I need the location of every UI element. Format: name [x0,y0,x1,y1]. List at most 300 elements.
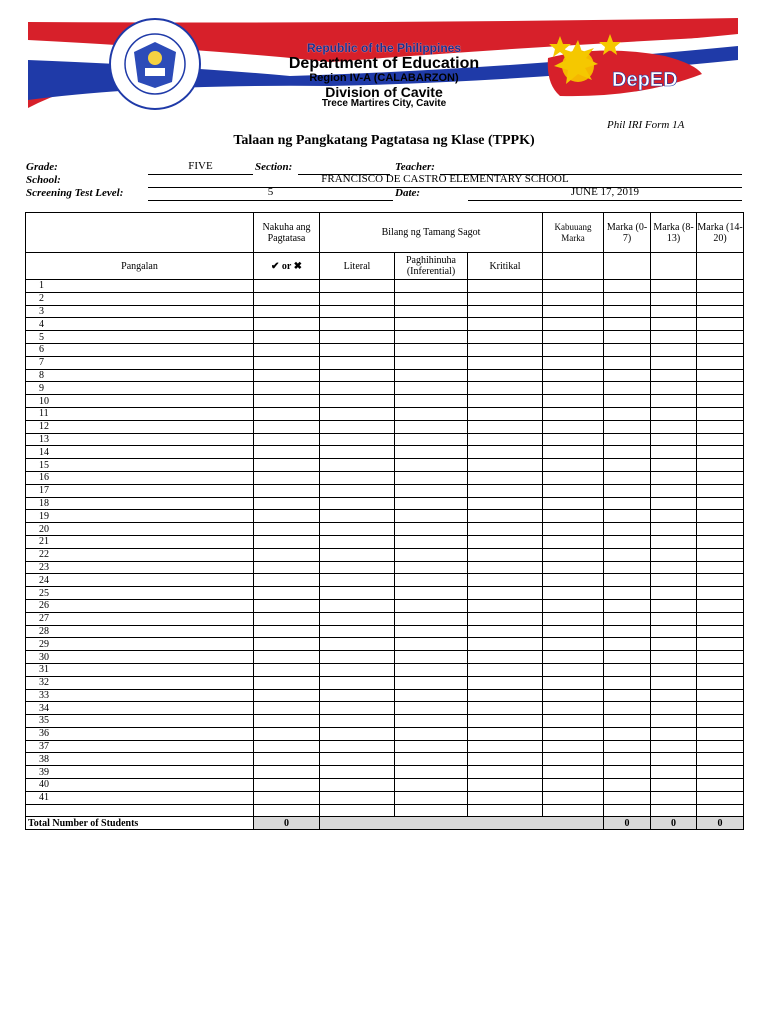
score-cell[interactable] [697,433,744,446]
score-cell[interactable] [697,420,744,433]
score-cell[interactable] [651,407,697,420]
student-name-cell[interactable]: 21 [26,535,254,548]
student-name-cell[interactable]: 32 [26,676,254,689]
score-cell[interactable] [320,484,395,497]
score-cell[interactable] [543,676,604,689]
score-cell[interactable] [320,459,395,472]
score-cell[interactable] [604,484,651,497]
student-name-cell[interactable]: 1 [26,280,254,293]
student-name-cell[interactable]: 26 [26,599,254,612]
score-cell[interactable] [651,740,697,753]
score-cell[interactable] [604,689,651,702]
score-cell[interactable] [468,369,543,382]
score-cell[interactable] [468,523,543,536]
score-cell[interactable] [254,510,320,523]
student-name-cell[interactable] [26,804,254,817]
score-cell[interactable] [651,369,697,382]
score-cell[interactable] [604,331,651,344]
score-cell[interactable] [254,574,320,587]
score-cell[interactable] [697,727,744,740]
score-cell[interactable] [604,638,651,651]
score-cell[interactable] [651,587,697,600]
score-cell[interactable] [395,638,468,651]
score-cell[interactable] [697,663,744,676]
score-cell[interactable] [468,331,543,344]
score-cell[interactable] [604,715,651,728]
score-cell[interactable] [320,510,395,523]
score-cell[interactable] [651,561,697,574]
score-cell[interactable] [651,356,697,369]
score-cell[interactable] [697,280,744,293]
student-name-cell[interactable]: 24 [26,574,254,587]
score-cell[interactable] [697,574,744,587]
score-cell[interactable] [697,561,744,574]
score-cell[interactable] [254,471,320,484]
score-cell[interactable] [651,292,697,305]
score-cell[interactable] [543,791,604,804]
score-cell[interactable] [651,382,697,395]
score-cell[interactable] [651,689,697,702]
score-cell[interactable] [604,651,651,664]
score-cell[interactable] [320,740,395,753]
score-cell[interactable] [604,395,651,408]
score-cell[interactable] [468,625,543,638]
score-cell[interactable] [604,305,651,318]
score-cell[interactable] [254,459,320,472]
score-cell[interactable] [468,766,543,779]
score-cell[interactable] [320,433,395,446]
score-cell[interactable] [697,484,744,497]
score-cell[interactable] [320,625,395,638]
score-cell[interactable] [604,292,651,305]
score-cell[interactable] [395,561,468,574]
score-cell[interactable] [604,446,651,459]
score-cell[interactable] [697,651,744,664]
score-cell[interactable] [543,510,604,523]
student-name-cell[interactable]: 7 [26,356,254,369]
score-cell[interactable] [395,331,468,344]
score-cell[interactable] [395,382,468,395]
score-cell[interactable] [468,727,543,740]
score-cell[interactable] [254,535,320,548]
score-cell[interactable] [604,561,651,574]
score-cell[interactable] [395,651,468,664]
score-cell[interactable] [468,356,543,369]
score-cell[interactable] [395,702,468,715]
student-name-cell[interactable]: 15 [26,459,254,472]
score-cell[interactable] [543,420,604,433]
score-cell[interactable] [395,612,468,625]
score-cell[interactable] [395,395,468,408]
score-cell[interactable] [543,561,604,574]
score-cell[interactable] [697,407,744,420]
score-cell[interactable] [604,574,651,587]
school-field[interactable]: FRANCISCO DE CASTRO ELEMENTARY SCHOOL [321,173,569,185]
score-cell[interactable] [320,331,395,344]
score-cell[interactable] [468,612,543,625]
score-cell[interactable] [395,574,468,587]
score-cell[interactable] [543,727,604,740]
student-name-cell[interactable]: 6 [26,343,254,356]
score-cell[interactable] [604,766,651,779]
score-cell[interactable] [543,343,604,356]
score-cell[interactable] [395,715,468,728]
score-cell[interactable] [468,484,543,497]
score-cell[interactable] [697,804,744,817]
score-cell[interactable] [254,651,320,664]
score-cell[interactable] [254,318,320,331]
score-cell[interactable] [254,561,320,574]
score-cell[interactable] [254,280,320,293]
score-cell[interactable] [697,382,744,395]
score-cell[interactable] [254,395,320,408]
score-cell[interactable] [395,663,468,676]
student-name-cell[interactable]: 17 [26,484,254,497]
score-cell[interactable] [651,625,697,638]
score-cell[interactable] [543,625,604,638]
student-name-cell[interactable]: 36 [26,727,254,740]
score-cell[interactable] [543,523,604,536]
student-name-cell[interactable]: 18 [26,497,254,510]
score-cell[interactable] [395,548,468,561]
screening-level-field[interactable]: 5 [267,186,274,198]
score-cell[interactable] [697,497,744,510]
score-cell[interactable] [395,356,468,369]
score-cell[interactable] [320,561,395,574]
score-cell[interactable] [697,587,744,600]
score-cell[interactable] [254,779,320,792]
grade-field[interactable]: FIVE [188,160,213,172]
student-name-cell[interactable]: 8 [26,369,254,382]
score-cell[interactable] [604,280,651,293]
score-cell[interactable] [543,292,604,305]
score-cell[interactable] [604,779,651,792]
score-cell[interactable] [697,292,744,305]
score-cell[interactable] [468,292,543,305]
score-cell[interactable] [651,395,697,408]
student-name-cell[interactable]: 12 [26,420,254,433]
score-cell[interactable] [543,702,604,715]
score-cell[interactable] [320,574,395,587]
score-cell[interactable] [543,638,604,651]
score-cell[interactable] [468,702,543,715]
score-cell[interactable] [651,727,697,740]
score-cell[interactable] [254,753,320,766]
score-cell[interactable] [543,395,604,408]
score-cell[interactable] [468,689,543,702]
score-cell[interactable] [320,676,395,689]
date-field[interactable]: JUNE 17, 2019 [570,186,640,198]
score-cell[interactable] [320,356,395,369]
score-cell[interactable] [651,753,697,766]
score-cell[interactable] [395,689,468,702]
score-cell[interactable] [395,535,468,548]
score-cell[interactable] [604,510,651,523]
score-cell[interactable] [320,612,395,625]
score-cell[interactable] [651,280,697,293]
score-cell[interactable] [395,471,468,484]
score-cell[interactable] [697,612,744,625]
score-cell[interactable] [651,497,697,510]
student-name-cell[interactable]: 38 [26,753,254,766]
score-cell[interactable] [320,753,395,766]
score-cell[interactable] [254,446,320,459]
score-cell[interactable] [254,599,320,612]
score-cell[interactable] [651,433,697,446]
score-cell[interactable] [604,702,651,715]
score-cell[interactable] [651,612,697,625]
student-name-cell[interactable]: 40 [26,779,254,792]
score-cell[interactable] [651,523,697,536]
score-cell[interactable] [604,740,651,753]
score-cell[interactable] [651,343,697,356]
score-cell[interactable] [651,548,697,561]
score-cell[interactable] [254,407,320,420]
score-cell[interactable] [395,727,468,740]
score-cell[interactable] [468,651,543,664]
score-cell[interactable] [468,382,543,395]
score-cell[interactable] [697,779,744,792]
score-cell[interactable] [254,331,320,344]
score-cell[interactable] [320,446,395,459]
score-cell[interactable] [468,663,543,676]
score-cell[interactable] [543,715,604,728]
score-cell[interactable] [651,510,697,523]
score-cell[interactable] [254,702,320,715]
score-cell[interactable] [697,369,744,382]
score-cell[interactable] [604,459,651,472]
score-cell[interactable] [543,574,604,587]
score-cell[interactable] [651,663,697,676]
score-cell[interactable] [604,612,651,625]
score-cell[interactable] [320,305,395,318]
score-cell[interactable] [468,676,543,689]
score-cell[interactable] [697,331,744,344]
score-cell[interactable] [320,804,395,817]
score-cell[interactable] [697,599,744,612]
score-cell[interactable] [254,625,320,638]
score-cell[interactable] [468,510,543,523]
score-cell[interactable] [543,651,604,664]
score-cell[interactable] [468,343,543,356]
score-cell[interactable] [468,407,543,420]
score-cell[interactable] [395,407,468,420]
score-cell[interactable] [395,459,468,472]
score-cell[interactable] [543,587,604,600]
score-cell[interactable] [697,535,744,548]
score-cell[interactable] [697,523,744,536]
score-cell[interactable] [320,292,395,305]
score-cell[interactable] [651,305,697,318]
score-cell[interactable] [254,497,320,510]
score-cell[interactable] [254,676,320,689]
score-cell[interactable] [651,420,697,433]
score-cell[interactable] [254,689,320,702]
score-cell[interactable] [320,791,395,804]
score-cell[interactable] [651,676,697,689]
score-cell[interactable] [320,638,395,651]
score-cell[interactable] [543,318,604,331]
score-cell[interactable] [254,484,320,497]
score-cell[interactable] [395,446,468,459]
score-cell[interactable] [651,318,697,331]
score-cell[interactable] [543,369,604,382]
student-name-cell[interactable]: 37 [26,740,254,753]
score-cell[interactable] [320,535,395,548]
score-cell[interactable] [651,535,697,548]
score-cell[interactable] [395,369,468,382]
score-cell[interactable] [604,753,651,766]
score-cell[interactable] [254,740,320,753]
score-cell[interactable] [395,305,468,318]
score-cell[interactable] [468,561,543,574]
score-cell[interactable] [651,715,697,728]
score-cell[interactable] [543,535,604,548]
score-cell[interactable] [604,343,651,356]
score-cell[interactable] [651,484,697,497]
score-cell[interactable] [697,356,744,369]
score-cell[interactable] [543,446,604,459]
score-cell[interactable] [604,548,651,561]
score-cell[interactable] [395,804,468,817]
score-cell[interactable] [395,318,468,331]
score-cell[interactable] [468,305,543,318]
score-cell[interactable] [468,433,543,446]
score-cell[interactable] [651,446,697,459]
score-cell[interactable] [254,420,320,433]
student-name-cell[interactable]: 28 [26,625,254,638]
score-cell[interactable] [697,471,744,484]
score-cell[interactable] [697,510,744,523]
score-cell[interactable] [254,612,320,625]
score-cell[interactable] [697,305,744,318]
score-cell[interactable] [320,727,395,740]
score-cell[interactable] [320,766,395,779]
score-cell[interactable] [651,702,697,715]
score-cell[interactable] [254,343,320,356]
score-cell[interactable] [254,369,320,382]
score-cell[interactable] [697,689,744,702]
score-cell[interactable] [697,459,744,472]
score-cell[interactable] [604,676,651,689]
score-cell[interactable] [543,433,604,446]
score-cell[interactable] [651,638,697,651]
student-name-cell[interactable]: 23 [26,561,254,574]
student-name-cell[interactable]: 14 [26,446,254,459]
score-cell[interactable] [697,740,744,753]
score-cell[interactable] [604,382,651,395]
score-cell[interactable] [320,523,395,536]
score-cell[interactable] [697,791,744,804]
score-cell[interactable] [543,753,604,766]
score-cell[interactable] [468,804,543,817]
score-cell[interactable] [395,523,468,536]
student-name-cell[interactable]: 22 [26,548,254,561]
score-cell[interactable] [697,395,744,408]
score-cell[interactable] [604,599,651,612]
score-cell[interactable] [543,689,604,702]
score-cell[interactable] [697,753,744,766]
score-cell[interactable] [651,779,697,792]
score-cell[interactable] [543,804,604,817]
score-cell[interactable] [468,587,543,600]
score-cell[interactable] [395,510,468,523]
score-cell[interactable] [543,766,604,779]
score-cell[interactable] [254,663,320,676]
score-cell[interactable] [604,587,651,600]
score-cell[interactable] [320,663,395,676]
score-cell[interactable] [604,497,651,510]
score-cell[interactable] [468,599,543,612]
student-name-cell[interactable]: 9 [26,382,254,395]
score-cell[interactable] [320,587,395,600]
score-cell[interactable] [395,740,468,753]
score-cell[interactable] [604,791,651,804]
score-cell[interactable] [320,471,395,484]
score-cell[interactable] [320,318,395,331]
score-cell[interactable] [395,625,468,638]
score-cell[interactable] [254,715,320,728]
score-cell[interactable] [543,280,604,293]
score-cell[interactable] [320,689,395,702]
score-cell[interactable] [543,331,604,344]
score-cell[interactable] [395,420,468,433]
student-name-cell[interactable]: 29 [26,638,254,651]
student-name-cell[interactable]: 2 [26,292,254,305]
score-cell[interactable] [395,753,468,766]
score-cell[interactable] [468,420,543,433]
student-name-cell[interactable]: 4 [26,318,254,331]
score-cell[interactable] [320,407,395,420]
score-cell[interactable] [395,676,468,689]
score-cell[interactable] [320,779,395,792]
student-name-cell[interactable]: 13 [26,433,254,446]
score-cell[interactable] [543,548,604,561]
student-name-cell[interactable]: 34 [26,702,254,715]
student-name-cell[interactable]: 31 [26,663,254,676]
score-cell[interactable] [320,420,395,433]
score-cell[interactable] [468,280,543,293]
score-cell[interactable] [604,433,651,446]
score-cell[interactable] [320,382,395,395]
student-name-cell[interactable]: 39 [26,766,254,779]
score-cell[interactable] [395,779,468,792]
score-cell[interactable] [604,804,651,817]
score-cell[interactable] [604,727,651,740]
score-cell[interactable] [543,356,604,369]
score-cell[interactable] [651,791,697,804]
score-cell[interactable] [697,343,744,356]
score-cell[interactable] [320,651,395,664]
score-cell[interactable] [543,779,604,792]
score-cell[interactable] [651,471,697,484]
student-name-cell[interactable]: 20 [26,523,254,536]
score-cell[interactable] [254,433,320,446]
student-name-cell[interactable]: 5 [26,331,254,344]
student-name-cell[interactable]: 27 [26,612,254,625]
score-cell[interactable] [543,305,604,318]
score-cell[interactable] [468,497,543,510]
score-cell[interactable] [395,343,468,356]
score-cell[interactable] [604,356,651,369]
score-cell[interactable] [254,305,320,318]
score-cell[interactable] [395,791,468,804]
score-cell[interactable] [543,612,604,625]
score-cell[interactable] [395,599,468,612]
score-cell[interactable] [395,292,468,305]
score-cell[interactable] [468,740,543,753]
score-cell[interactable] [320,343,395,356]
